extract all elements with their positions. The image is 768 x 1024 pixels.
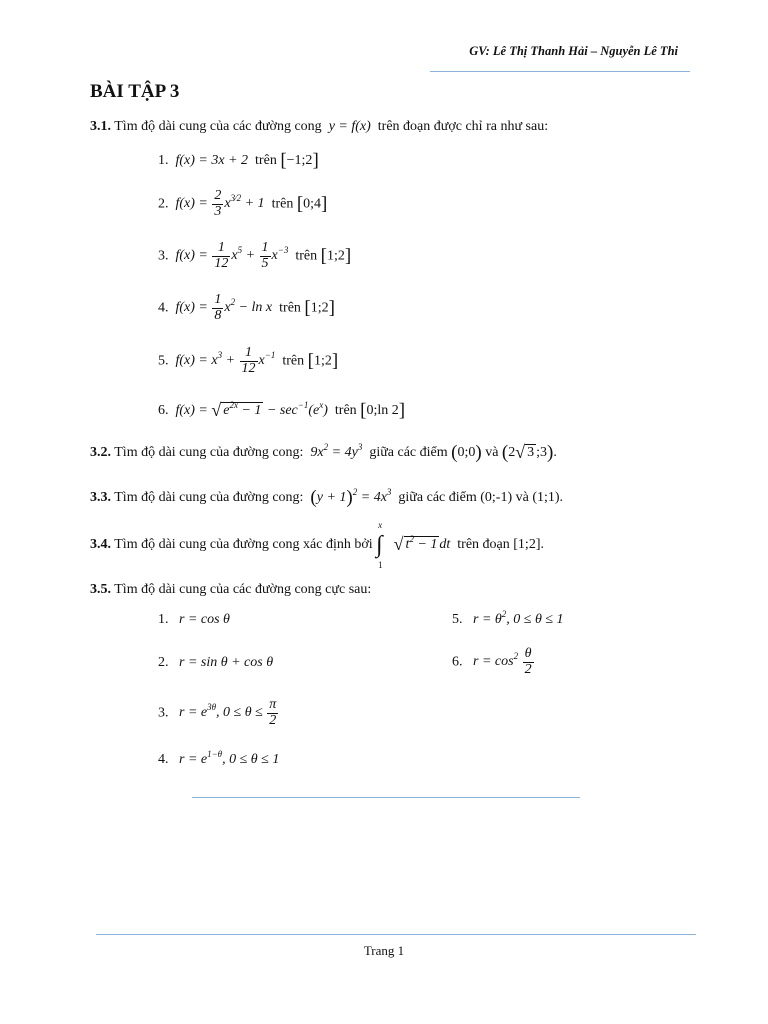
exercise-text: Tìm độ dài cung của các đường cong	[114, 119, 322, 134]
formula: $r = e^{1-\theta}$, 0 ≤ θ ≤ 1	[172, 749, 280, 767]
item-number: 1.	[158, 612, 169, 627]
exercise-text-after: trên đoạn được chỉ ra như sau:	[377, 119, 549, 134]
footer-divider	[96, 934, 696, 935]
formula: y = f(x)	[325, 119, 375, 134]
on-label: trên	[334, 403, 357, 418]
item-number: 4.	[158, 300, 169, 316]
item-number: 5.	[158, 353, 169, 369]
interval: 0;ln 2	[366, 403, 399, 418]
integral-sign: ∫ x 1	[376, 520, 383, 570]
formula: f(x) = 3x + 2	[172, 153, 252, 168]
header-divider	[430, 71, 690, 72]
exercise-3-4	[90, 520, 544, 570]
list-item	[158, 698, 279, 728]
on-label: trên	[282, 353, 305, 369]
exercise-3-3	[90, 487, 563, 509]
list-item: 5. $f(x) = x^3$ + $\frac{1}{12}$ $x^{-1}$ trên [1;2]	[158, 345, 339, 376]
section-divider	[192, 797, 580, 798]
list-item	[158, 749, 280, 768]
exercise-number: 3.3.	[90, 490, 111, 505]
item-number: 4.	[158, 752, 169, 767]
exercise-number: 3.5.	[90, 582, 111, 597]
on-label: trên	[279, 300, 301, 316]
formula: $r = e^{3\theta}$, 0 ≤ θ ≤ $\frac{\pi}{2}$	[172, 697, 277, 728]
item-number: 1.	[158, 153, 169, 168]
page-number: Trang 1	[363, 943, 405, 958]
exercise-number: 3.4.	[90, 537, 111, 553]
formula: $(y + 1)^2 = 4x^3$	[310, 487, 392, 508]
on-label: trên	[271, 196, 294, 212]
list-item	[452, 609, 564, 628]
item-number: 3.	[158, 705, 169, 721]
interval: 1;2	[310, 300, 329, 316]
item-number: 6.	[158, 403, 169, 418]
exercise-number: 3.1.	[90, 119, 111, 134]
between-text: giữa các điểm	[369, 445, 448, 460]
list-item: 2. f(x) = $\frac{2}{3}$ $x^{3⁄2} + 1$ trên [0;4]	[158, 188, 328, 219]
and-text: và	[485, 445, 499, 460]
formula: $9x^2 = 4y^3$	[306, 442, 363, 460]
item-number: 2.	[158, 196, 169, 212]
formula: r = sin θ + cos θ	[172, 655, 274, 670]
exercise-number: 3.2.	[90, 445, 111, 460]
list-item: 1. f(x) = 3x + 2 trên [−1;2]	[158, 150, 319, 171]
exercise-text: Tìm độ dài cung của đường cong xác định bởi	[114, 537, 373, 553]
exercise-3-5	[90, 582, 371, 598]
after-text: trên đoạn [1;2].	[457, 537, 544, 553]
formula: f(x) = $\frac{2}{3}$ $x^{3⁄2} + 1$	[172, 188, 269, 219]
on-label: trên	[295, 248, 318, 264]
interval: 1;2	[326, 248, 345, 264]
page-header: GV: Lê Thị Thanh Hải – Nguyễn Lê Thi	[469, 44, 678, 58]
list-item: 6. f(x) = √ $e^{2x} - 1 - \sec^{-1}(e^x)$ trên [0;ln 2]	[158, 400, 406, 421]
page-title: BÀI TẬP 3	[90, 81, 180, 102]
list-item: 4. f(x) = $\frac{1}{8}$ $x^2 - \ln x$ trên [1;2]	[158, 292, 335, 323]
formula: √ $t^2 - 1$ dt	[393, 534, 454, 555]
item-number: 3.	[158, 248, 169, 264]
interval: 1;2	[313, 353, 332, 369]
interval: 0;4	[303, 196, 322, 212]
list-item	[452, 647, 535, 677]
item-number: 5.	[452, 612, 463, 627]
formula: r = cos θ	[172, 612, 230, 627]
exercise-3-1	[90, 119, 548, 135]
interval: −1;2	[286, 153, 313, 168]
exercise-text: Tìm độ dài cung của các đường cong cực sau:	[114, 582, 372, 597]
item-number: 2.	[158, 655, 169, 670]
formula: f(x) = $\frac{1}{12}$ $x^5$ + $\frac{1}{5}$ $x^{-3}$	[172, 240, 289, 271]
between-text: giữa các điểm (0;-1) và (1;1).	[398, 490, 564, 505]
on-label: trên	[255, 153, 277, 168]
formula: $r = \cos^2$ $\frac{\theta}{2}$	[466, 646, 532, 677]
formula: $r = \theta^2$, 0 ≤ θ ≤ 1	[466, 609, 564, 627]
list-item: 3. f(x) = $\frac{1}{12}$ $x^5$ + $\frac{1}{5}$ $x^{-3}$ trên [1;2]	[158, 240, 352, 271]
list-item	[158, 612, 230, 628]
formula: f(x) = √ $e^{2x} - 1 - \sec^{-1}(e^x)$	[172, 400, 332, 420]
formula: f(x) = $\frac{1}{8}$ $x^2 - \ln x$	[172, 292, 276, 323]
exercise-3-2: 3.2. Tìm độ dài cung của đường cong: $9x^2 = 4y^3$ giữa các điểm (0;0) và (2√ 3 ;3).	[90, 442, 557, 463]
item-number: 6.	[452, 654, 463, 670]
formula: $f(x) = x^3$ + $\frac{1}{12}$ $x^{-1}$	[172, 345, 276, 376]
list-item	[158, 655, 273, 671]
exercise-text: Tìm độ dài cung của đường cong:	[114, 490, 304, 505]
exercise-text: Tìm độ dài cung của đường cong:	[114, 445, 304, 460]
